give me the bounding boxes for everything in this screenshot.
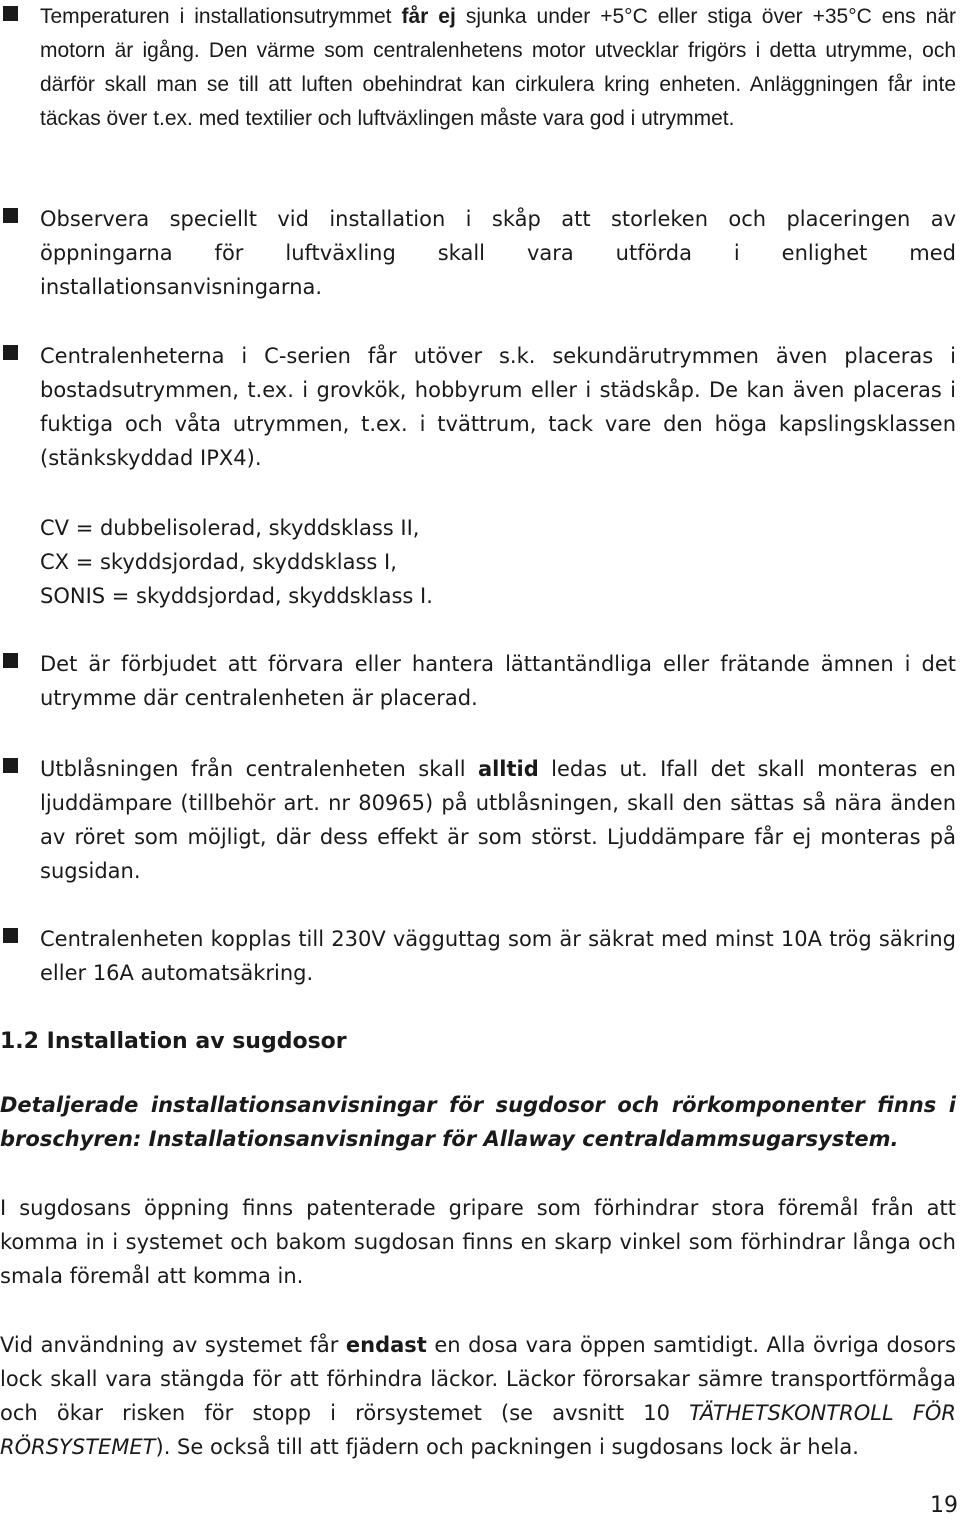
protection-class-line: CX = skyddsjordad, skyddsklass I, [40,550,397,574]
bullet-item-temperature [0,0,956,136]
bullet-text: Centralenheten kopplas till 230V vägguttag som är säkrat med minst 10A trög säkring eller 16A automatsäkring. [40,927,956,985]
bullet-square-icon [3,208,18,223]
bullet-text: Observera speciellt vid installation i skåp att storleken och placeringen av öppningarna för luftväxling skall vara utförda i enlighet med installationsanvisningarna. [40,207,956,299]
page-number: 19 [930,1493,958,1518]
bullet-item-exhaust [0,752,956,888]
section-heading: 1.2 Installation av sugdosor [0,1029,347,1054]
bullet-text: Utblåsningen från centralenheten skall alltid ledas ut. Ifall det skall monteras en ljuddämpare (tillbehör art. nr 80965) på utblåsningen, skall den sättas så nära änden av röret som möjligt, där dess effekt är som störst. Ljuddämpare får ej monteras på sugsidan. [40,757,956,883]
bullet-text: Det är förbjudet att förvara eller hantera lättantändliga eller frätande ämnen i det utrymme där centralenheten är placerad. [40,652,956,710]
bullet-square-icon [3,345,18,360]
protection-class-line: CV = dubbelisolerad, skyddsklass II, [40,516,420,540]
bullet-square-icon [3,758,18,773]
bullet-square-icon [3,928,18,943]
bullet-square-icon [3,6,18,21]
bullet-item-flammable [0,647,956,715]
bullet-item-cabinet [0,202,956,304]
bullet-text: Centralenheterna i C-serien får utöver s.k. sekundärutrymmen även placeras i bostadsutrymmen, t.ex. i grovkök, hobbyrum eller i städskåp. De kan även placeras i fuktiga och våta utrymmen, t.ex. i tvättrum, tack vare den höga kapslingsklassen (stänkskyddad IPX4). [40,344,956,470]
bullet-item-power [0,922,956,990]
installation-note: Detaljerade installationsanvisningar för sugdosor och rörkomponenter finns i broschyren: Installationsanvisningar för Allaway centraldammsugarsystem. [0,1093,956,1151]
protection-class-list [40,511,956,613]
bullet-text: Temperaturen i installationsutrymmet får ej sjunka under +5°C eller stiga över +35°C ens när motorn är igång. Den värme som centralenhetens motor utvecklar frigörs i detta utrymme, och därför skall man se till att luften obehindrat kan cirkulera kring enheten. Anläggningen får inte täckas över t.ex. med textilier och luftväxlingen måste vara god i utrymmet. [40,5,956,130]
bullet-item-c-series [0,339,956,475]
bullet-square-icon [3,653,18,668]
paragraph-usage: Vid användning av systemet får endast en dosa vara öppen samtidigt. Alla övriga dosors lock skall vara stängda för att förhindra läckor. Läckor förorsakar sämre transportförmåga och ökar risken för stopp i rörsystemet (se avsnitt 10 TÄTHETSKONTROLL FÖR RÖRSYSTEMET). Se också till att fjädern och packningen i sugdosans lock är hela. [0,1333,956,1459]
paragraph-grippers: I sugdosans öppning finns patenterade gripare som förhindrar stora föremål från att komma in i systemet och bakom sugdosan finns en skarp vinkel som förhindrar långa och smala föremål att komma in. [0,1196,956,1288]
protection-class-line: SONIS = skyddsjordad, skyddsklass I. [40,584,433,608]
